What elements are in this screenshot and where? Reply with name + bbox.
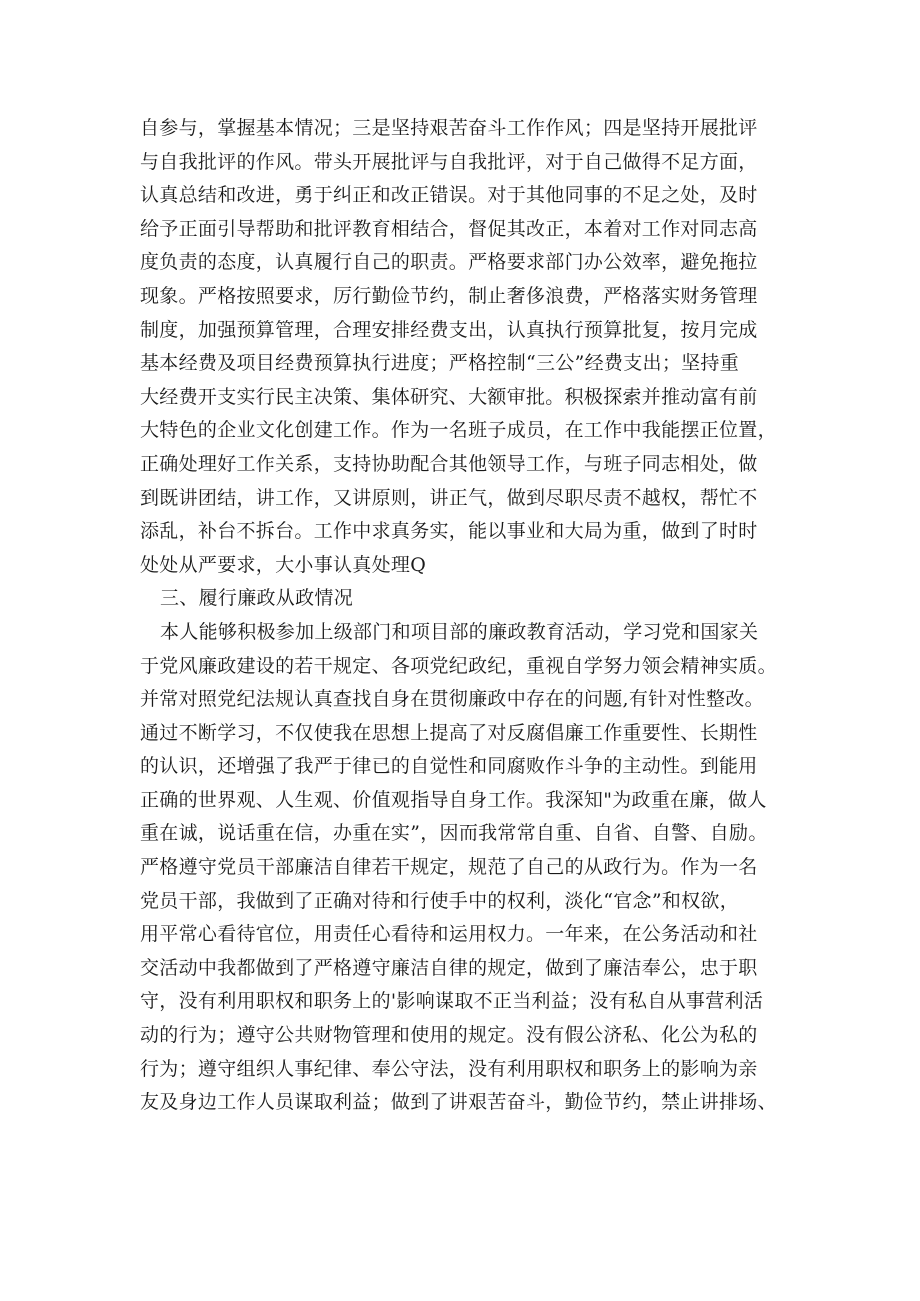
text-line: 友及身边工作人员谋取利益；做到了讲艰苦奋斗，勤俭节约，禁止讲排场、 <box>140 1091 777 1114</box>
text-line: 党员干部，我做到了正确对待和行使手中的权利，淡化“官念”和权欲， <box>140 889 740 912</box>
text-line: 通过不断学习，不仅使我在思想上提高了对反腐倡廉工作重要性、长期性 <box>140 721 758 744</box>
text-line: 大特色的企业文化创建工作。作为一名班子成员，在工作中我能摆正位置， <box>140 419 777 442</box>
text-line: 正确处理好工作关系，支持协助配合其他领导工作，与班子同志相处，做 <box>140 452 758 475</box>
text-line: 自参与，掌握基本情况；三是坚持艰苦奋斗工作作风；四是坚持开展批评 <box>140 117 758 139</box>
text-line: 本人能够积极参加上级部门和项目部的廉政教育活动，学习党和国家关 <box>160 620 759 643</box>
text-line: 认真总结和改进，勇于纠正和改正错误。对于其他同事的不足之处，及时 <box>140 184 758 207</box>
text-line: 基本经费及项目经费预算执行进度；严格控制“三公”经费支出；坚持重 <box>140 352 740 375</box>
text-line: 守，没有利用职权和职务上的'影响谋取不正当利益；没有私自从事营利活 <box>140 990 764 1013</box>
text-line: 动的行为；遵守公共财物管理和使用的规定。没有假公济私、化公为私的 <box>140 1024 758 1047</box>
text-line: 到既讲团结，讲工作，又讲原则，讲正气，做到尽职尽责不越权，帮忙不 <box>140 486 758 509</box>
text-line: 于党风廉政建设的若干规定、各项党纪政纪，重视自学努力领会精神实质。 <box>140 654 777 677</box>
text-line: 并常对照党纪法规认真查找自身在贯彻廉政中存在的问题,有针对性整改。 <box>140 688 764 711</box>
text-line: 大经费开支实行民主决策、集体研究、大额审批。积极探索并推动富有前 <box>140 385 758 408</box>
text-line: 交活动中我都做到了严格遵守廉洁自律的规定，做到了廉洁奉公，忠于职 <box>140 956 758 979</box>
text-line: 的认识，还增强了我严于律已的自觉性和同腐败作斗争的主动性。到能用 <box>140 755 758 778</box>
text-line: 添乱，补台不拆台。工作中求真务实，能以事业和大局为重，做到了时时 <box>140 520 758 543</box>
document-page <box>140 112 800 1120</box>
text-line: 处处从严要求，大小事认真处理Q <box>140 553 427 576</box>
text-line: 给予正面引导帮助和批评教育相结合，督促其改正，本着对工作对同志高 <box>140 217 758 240</box>
paragraph-main <box>140 616 800 1120</box>
text-line: 严格遵守党员干部廉洁自律若干规定，规范了自己的从政行为。作为一名 <box>140 856 758 879</box>
text-line: 度负责的态度，认真履行自己的职责。严格要求部门办公效率，避免拖拉 <box>140 251 758 274</box>
text-line: 行为；遵守组织人事纪律、奉公守法，没有利用职权和职务上的影响为亲 <box>140 1057 758 1080</box>
text-line: 正确的世界观、人生观、价值观指导自身工作。我深知"为政重在廉，做人 <box>140 788 767 811</box>
paragraph-continued <box>140 112 800 582</box>
text-line: 现象。严格按照要求，厉行勤俭节约，制止奢侈浪费，严格落实财务管理 <box>140 284 758 307</box>
text-line: 用平常心看待官位，用责任心看待和运用权力。一年来，在公务活动和社 <box>140 923 758 946</box>
text-line: 重在诚，说话重在信，办重在实”，因而我常常自重、自省、自警、自励。 <box>140 822 768 845</box>
section-heading: 三、履行廉政从政情况 <box>160 587 354 610</box>
text-line: 制度，加强预算管理，合理安排经费支出，认真执行预算批复，按月完成 <box>140 318 758 341</box>
text-line: 与自我批评的作风。带头开展批评与自我批评，对于自己做得不足方面， <box>140 150 758 173</box>
